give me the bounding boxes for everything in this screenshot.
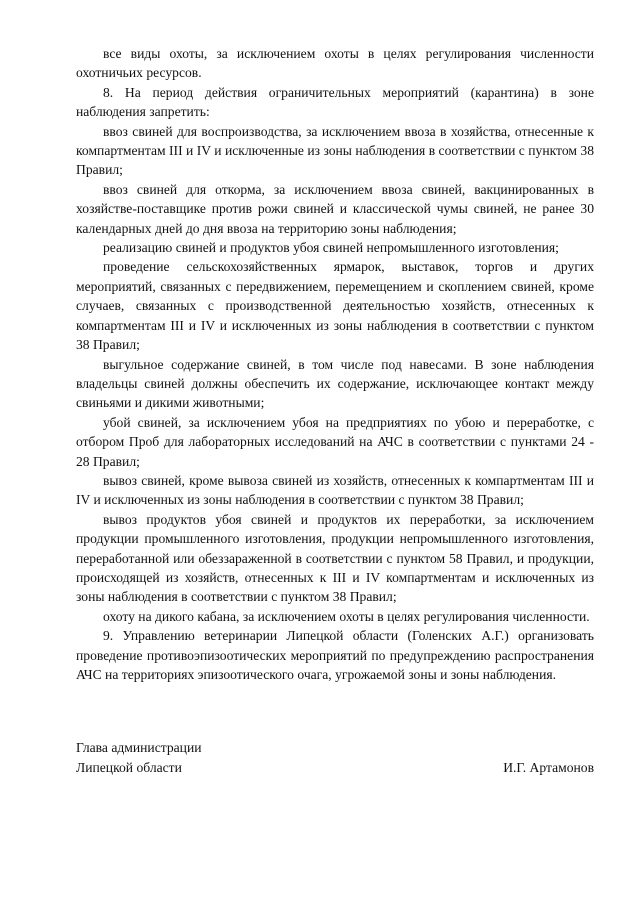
paragraph-sale-products: реализацию свиней и продуктов убоя свиней непромышленного изготовления; — [103, 240, 559, 256]
paragraph-free-range: выгульное содержание свиней, в том числе под навесами. В зоне наблюдения владельцы свиней должны обеспечить их содержание, исключающее контакт между свиньями и дикими животными; — [76, 356, 594, 411]
paragraph-fairs: проведение сельскохозяйственных ярмарок, выставок, торгов и других мероприятий, связанных с передвижением, перемещением и скоплением свиней, кроме случаев, связанных с производственной деятельностью хозяйств, отнесенных к компартментам III и IV и исключенных из зоны наблюдения в соответствии с пунктом 38 Правил; — [76, 259, 594, 353]
signatory-name: И.Г. Артамонов — [503, 760, 594, 775]
paragraph-breeding-import: ввоз свиней для воспроизводства, за исключением ввоза в хозяйства, отнесенные к компартментам III и IV и исключенные из зоны наблюдения в соответствии с пунктом 38 Правил; — [76, 123, 594, 178]
signatory-title-line1: Глава администрации — [76, 740, 202, 755]
paragraph-item-8: 8. На период действия ограничительных мероприятий (карантина) в зоне наблюдения запретить: — [76, 84, 594, 120]
paragraph-hunting-continuation: все виды охоты, за исключением охоты в целях регулирования численности охотничьих ресурсов. — [76, 46, 594, 81]
signatory-title-line2: Липецкой области — [76, 760, 182, 775]
paragraph-boar-hunting: охоту на дикого кабана, за исключением охоты в целях регулирования численности. — [103, 608, 590, 624]
signature-block — [76, 738, 594, 778]
signature-row — [76, 758, 594, 778]
paragraph-slaughter: убой свиней, за исключением убоя на предприятиях по убою и переработке, с отбором Проб для лабораторных исследований на АЧС в соответствии с пунктами 24 - 28 Правил; — [76, 414, 594, 469]
paragraph-fattening-import: ввоз свиней для откорма, за исключением ввоза свиней, вакцинированных в хозяйстве-поставщике против рожи свиней и классической чумы свиней, не ранее 30 календарных дней до дня ввоза на территорию зоны наблюдения; — [76, 181, 594, 236]
paragraph-export-pigs: вывоз свиней, кроме вывоза свиней из хозяйств, отнесенных к компартментам III и IV и исключенных из зоны наблюдения в соответствии с пунктом 38 Правил; — [76, 472, 594, 508]
paragraph-item-9: 9. Управлению ветеринарии Липецкой области (Голенских А.Г.) организовать проведение противоэпизоотических мероприятий по предупреждению распространения АЧС на территориях эпизоотического очага, угрожаемой зоны и зоны наблюдения. — [76, 628, 594, 682]
document-body — [76, 44, 594, 684]
paragraph-export-products: вывоз продуктов убоя свиней и продуктов их переработки, за исключением продукции промышленного изготовления, продукции непромышленного изготовления, переработанной или обеззараженной в соответствии с пунктом 58 Правил, и продукции, происходящей из хозяйств, отнесенных к III и IV компартментам и исключенных из зоны наблюдения в соответствии с пунктом 38 Правил; — [76, 511, 594, 605]
